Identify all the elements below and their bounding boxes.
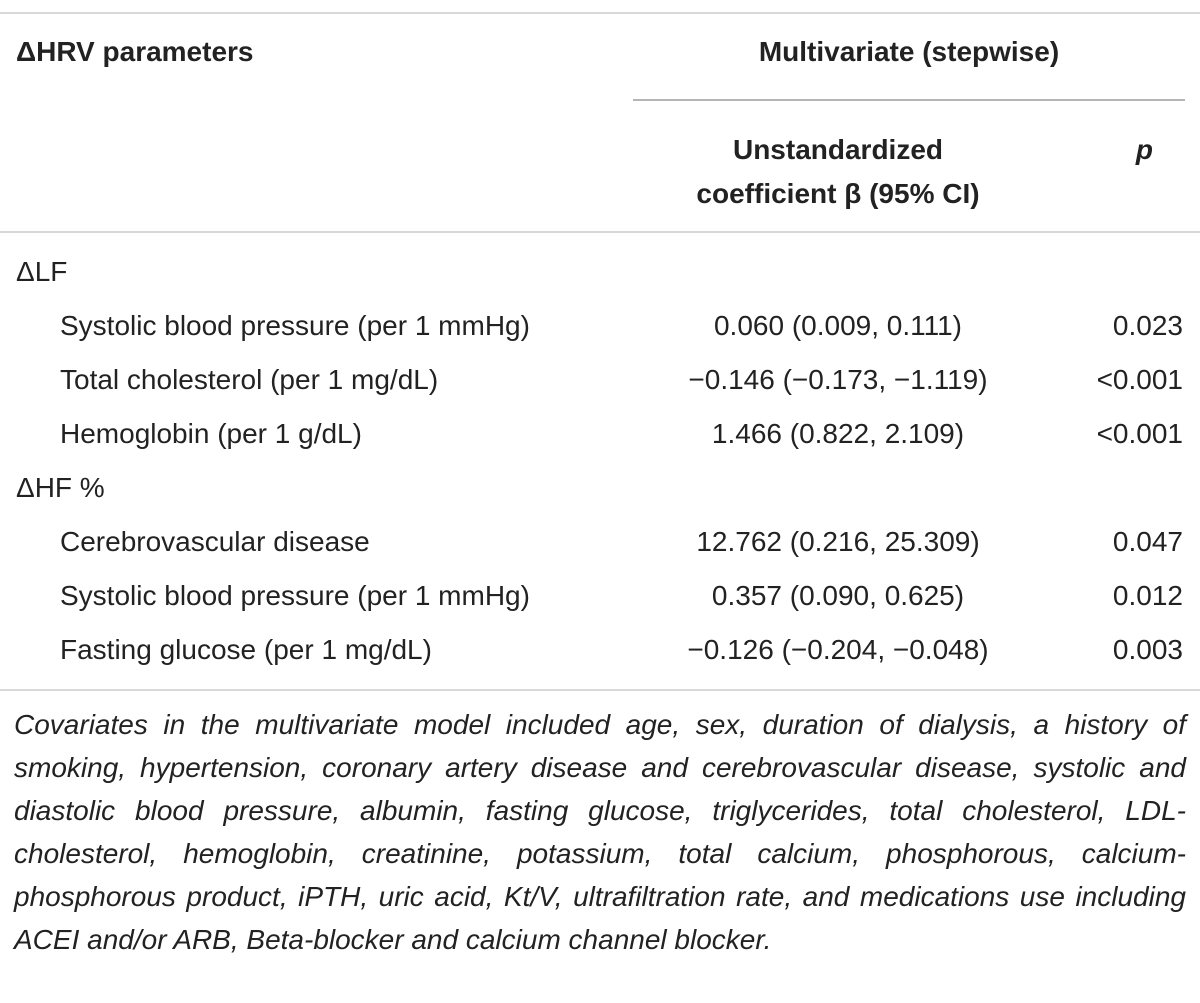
row-coefficient: 0.060 (0.009, 0.111) xyxy=(713,310,963,341)
table-footnote: Covariates in the multivariate model included age, sex, duration of dialysis, a history of smoking, hypertension, coronary artery disease and cerebrovascular disease, systolic and diastolic blood pressure, albumin, fasting glucose, triglycerides, total cholesterol, LDL-cholesterol, hemoglobin, creatinine, potassium, total calcium, phosphorous, calcium-phosphorous product, iPTH, uric acid, Kt/V, ultrafiltration rate, and medications use including ACEI and/or ARB, Beta-blocker and calcium channel blocker. xyxy=(14,709,1186,955)
header-coefficient-line2: coefficient β (95% CI) xyxy=(696,178,980,209)
row-variable: Cerebrovascular disease xyxy=(60,526,370,557)
header-bottom-rule xyxy=(0,231,1200,233)
group-label-hf: ΔHF % xyxy=(16,472,105,503)
row-coefficient: −0.126 (−0.204, −0.048) xyxy=(687,634,989,665)
header-p-value: p xyxy=(1135,134,1153,165)
group-label-lf: ΔLF xyxy=(16,256,68,287)
header-coefficient xyxy=(633,128,1043,216)
row-p-value: <0.001 xyxy=(1096,418,1183,449)
row-variable: Fasting glucose (per 1 mg/dL) xyxy=(60,634,432,665)
header-coefficient-line1: Unstandardized xyxy=(732,134,944,165)
header-multivariate: Multivariate (stepwise) xyxy=(758,36,1060,67)
row-p-value: 0.003 xyxy=(1112,634,1183,665)
row-coefficient: −0.146 (−0.173, −1.119) xyxy=(688,364,988,395)
row-p-value: 0.012 xyxy=(1112,580,1183,611)
row-coefficient: 12.762 (0.216, 25.309) xyxy=(696,526,980,557)
row-variable: Systolic blood pressure (per 1 mmHg) xyxy=(60,310,530,341)
row-variable: Total cholesterol (per 1 mg/dL) xyxy=(60,364,439,395)
row-p-value: 0.023 xyxy=(1112,310,1183,341)
header-hrv-parameters: ΔHRV parameters xyxy=(16,36,254,67)
row-coefficient: 1.466 (0.822, 2.109) xyxy=(711,418,965,449)
row-coefficient: 0.357 (0.090, 0.625) xyxy=(711,580,965,611)
row-variable: Systolic blood pressure (per 1 mmHg) xyxy=(60,580,530,611)
table-top-rule xyxy=(0,12,1200,14)
row-p-value: <0.001 xyxy=(1096,364,1183,395)
row-variable: Hemoglobin (per 1 g/dL) xyxy=(60,418,362,449)
row-p-value: 0.047 xyxy=(1112,526,1183,557)
table-bottom-rule xyxy=(0,689,1200,691)
header-span-rule xyxy=(633,99,1185,101)
